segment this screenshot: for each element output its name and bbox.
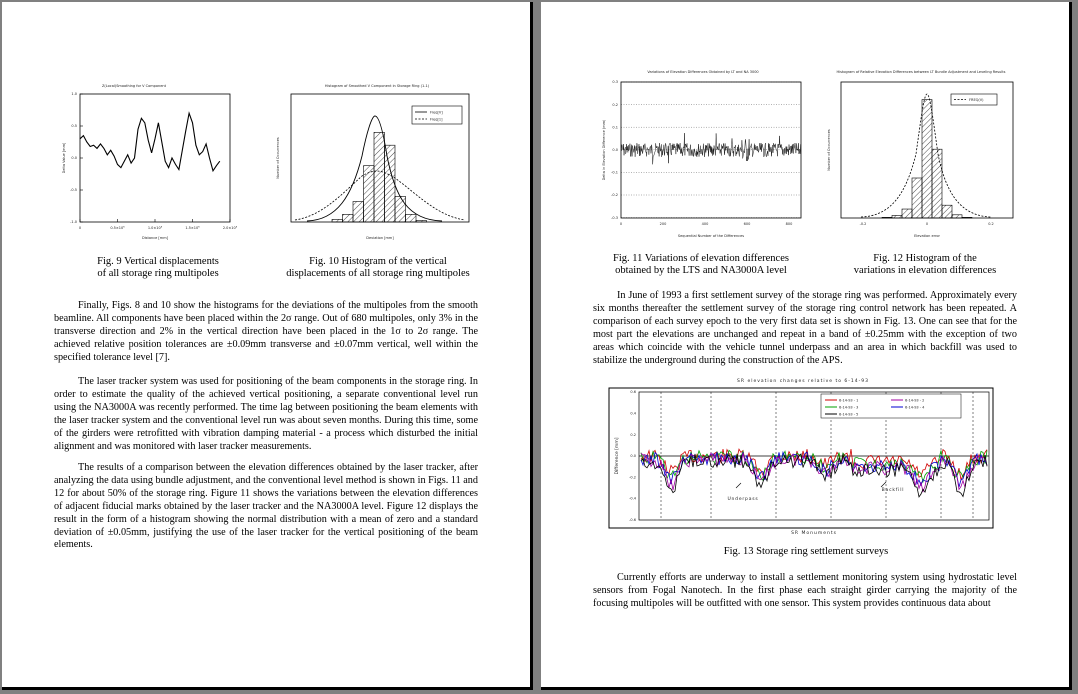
- fig9-title: Z(Local)Smoothing for V Component: [102, 84, 166, 88]
- fig12-xlabel: Elevation error: [914, 234, 940, 238]
- fig12-xtick-2: 0: [925, 222, 929, 226]
- fig9-xtick-label: 1.5×10⁵: [185, 226, 200, 230]
- fig9-caption-line2: of all storage ring multipoles: [97, 268, 219, 279]
- fig13-xlabel: SR Monuments: [791, 531, 837, 536]
- fig9-caption-line1: Fig. 9 Vertical displacements: [97, 256, 219, 267]
- fig12-legend-1: FREQ(V): [969, 98, 984, 102]
- fig13-legend-5: 6-14-93 - 5: [839, 412, 859, 417]
- left-paragraph-3: The results of a comparison between the elevation differences obtained by the laser tracker, after analyzing the data using bundle adjustment, and the conventional level method is shown in Figs. 11 and 12 for about 50% of the storage ring. Figure 11 shows the variations between the elevation differences of adjacent fiducial marks obtained by the laser tracker and the NA3000A level. Figure 12 displays the result in the form of a histogram showing the normal distribution with a mean of zero and a standard deviation of ±0.05mm, justifying the use of the laser tracker for the vertical positioning of the beam elements.: [54, 462, 478, 551]
- fig10-bar: [395, 196, 406, 222]
- fig11-xticks: [620, 222, 792, 226]
- fig11-ytick-label: 0.2: [612, 102, 618, 107]
- fig9-xtick-label: 2.0×10⁵: [222, 226, 238, 230]
- fig10-legend-2: Freq[1]: [430, 117, 443, 122]
- fig12-bar: [952, 215, 962, 218]
- fig13-caption: Fig. 13 Storage ring settlement surveys: [723, 546, 889, 557]
- fig11-ytick-label: -0.3: [611, 215, 618, 220]
- fig10-bar: [353, 202, 364, 222]
- fig11-xlabel: Sequential Number of the Differences: [677, 234, 745, 238]
- fig11-xtick-label: 200: [659, 222, 667, 226]
- fig10-bar: [374, 132, 385, 222]
- fig10-bar: [406, 214, 417, 222]
- fig12-xtick-3: 0.2: [988, 222, 994, 226]
- fig10-title: Histogram of Smoothed V Component in Storage Ring (1-1): [324, 84, 430, 88]
- fig11-yticks: [611, 80, 618, 220]
- fig13-ytick-label: 0.6: [630, 390, 636, 395]
- fig13-ytick-label: 0.4: [630, 411, 636, 416]
- figure-9-plot: [54, 76, 254, 244]
- fig11-ylabel: Delta in Elevation Difference (mm): [602, 119, 606, 181]
- fig11-ytick-label: 0.0: [612, 148, 618, 152]
- fig12-title: Histogram of Relative Elevation Differences between LT Bundle Adjustment and Leveling Results: [836, 70, 1006, 74]
- fig12-bar: [932, 149, 942, 218]
- fig12-caption-line2: variations in elevation differences: [853, 265, 997, 276]
- right-paragraph-1: In June of 1993 a first settlement survey of the storage ring was performed. Approximately every six months thereafter the settlement survey of the storage ring control network has been repeated. A comparison of each survey epoch to the very first data set is shown in Fig. 13. One can see that for the most part the elevations are unchanged and repeat in a band of ±0.25mm with the exception of two areas which coincide with the vehicle tunnel underpass and an area in which backfill was used to stabilize the underground during the construction of the APS.: [593, 290, 1017, 366]
- fig11-xtick-label: 400: [701, 222, 709, 226]
- fig12-xtick-1: -0.2: [859, 222, 867, 226]
- fig9-xlabel: Distance [mm]: [142, 236, 168, 240]
- fig10-bar: [343, 214, 354, 222]
- fig11-series-line: [621, 133, 801, 164]
- fig9-xtick-label: 0.5×10⁵: [110, 226, 125, 230]
- fig11-xtick-label: 600: [743, 222, 751, 226]
- fig11-caption-line2: obtained by the LTS and NA3000A level: [615, 265, 787, 276]
- fig11-caption-line1: Fig. 11 Variations of elevation differences: [613, 253, 789, 264]
- left-paragraph-1: Finally, Figs. 8 and 10 show the histograms for the deviations of the multipoles from the smooth beamline. All components have been placed within the 2σ range. Out of 680 multipoles, only 3% in the transverse direction and 2% in the vertical direction have been placed in the 1σ to 2σ range. The achieved relative position tolerances are ±0.09mm transverse and ±0.07mm vertical, well within the specified tolerance level [7].: [54, 300, 478, 363]
- fig12-bar: [962, 217, 972, 218]
- left-paragraph-2: The laser tracker system was used for positioning of the beam components in the storage ring. In order to estimate the quality of the achieved vertical positioning, a separate conventional level run using the NA3000A was recently performed. The time lag between positioning the beam elements with the laser tracker system and the conventional level run was about seven months. During this time, some of the girders were retrofitted with vibration damping material - a process which disturbed the initial alignment and was monitored with laser tracker measurements.: [54, 376, 478, 452]
- fig11-title: Variations of Elevation Differences Obtained by LT and NA 3000: [647, 70, 759, 74]
- fig11-caption: [601, 253, 801, 277]
- fig9-frame: [80, 94, 230, 222]
- figure-10-plot: [267, 76, 477, 244]
- fig10-bar: [332, 219, 343, 222]
- fig9-ylabel: Delta Value [mm]: [62, 142, 66, 174]
- fig10-ylabel: Number of Occurrences: [276, 137, 280, 179]
- figure-11-plot: [593, 64, 808, 244]
- fig13-ytick-label: -0.6: [629, 518, 636, 522]
- fig10-bar: [416, 220, 427, 222]
- fig9-series-line: [80, 113, 220, 171]
- fig10-bars: [332, 132, 427, 222]
- figure-12-plot: [821, 64, 1021, 244]
- fig11-xtick-label: 0: [619, 222, 623, 226]
- fig10-bar: [385, 145, 396, 222]
- fig9-ytick-label: -0.5: [70, 188, 77, 193]
- figure-13-plot: [601, 374, 1001, 538]
- fig12-bar: [922, 100, 932, 218]
- fig10-legend-1: Freq[V]: [430, 110, 443, 115]
- fig9-ytick-label: -1.0: [70, 220, 77, 225]
- fig13-ytick-label: 0.0: [630, 454, 636, 459]
- fig9-ytick-label: 1.0: [71, 92, 77, 97]
- fig12-bar: [902, 209, 912, 218]
- fig13-ytick-label: 0.2: [630, 432, 636, 437]
- fig13-ytick-label: -0.2: [629, 475, 636, 480]
- fig13-legend-2: 6-14-93 - 2: [905, 398, 925, 403]
- fig9-ytick-label: 0.5: [71, 124, 77, 129]
- fig13-title: SR elevation changes relative to 6-14-93: [737, 379, 869, 384]
- fig13-legend-3: 6-14-93 - 3: [839, 405, 859, 410]
- fig12-caption-line1: Fig. 12 Histogram of the: [873, 253, 977, 264]
- fig10-caption-line1: Fig. 10 Histogram of the vertical: [309, 256, 447, 267]
- left-page: [2, 2, 533, 690]
- fig11-xtick-label: 800: [785, 222, 793, 226]
- fig11-ytick-label: -0.1: [611, 170, 618, 175]
- fig9-ytick-label: 0.0: [71, 156, 77, 161]
- fig10-xlabel: Deviation [mm]: [366, 236, 394, 240]
- fig13-yticks: [629, 390, 637, 522]
- fig13-ytick-label: -0.4: [629, 496, 636, 501]
- fig13-annotation-underpass: Underpass: [727, 497, 759, 502]
- right-page: [541, 2, 1072, 690]
- fig13-annotation-backfill: Backfill: [881, 488, 905, 493]
- fig11-ytick-label: 0.3: [612, 80, 618, 85]
- fig13-legend-1: 6-14-93 - 1: [839, 398, 859, 403]
- fig9-caption: [58, 256, 258, 280]
- fig11-ytick-label: -0.2: [611, 193, 618, 198]
- fig9-xtick-label: 0: [78, 226, 82, 230]
- fig9-yticks: [70, 92, 83, 224]
- fig12-bar: [882, 217, 892, 218]
- right-paragraph-2: Currently efforts are underway to install a settlement monitoring system using hydrostatic level sensors from Fogal Nanotech. In the first phase each straight girder carrying the majority of the focusing multipoles will be outfitted with one sensor. This system provides continuous data about: [593, 572, 1017, 609]
- fig12-bar: [892, 215, 902, 218]
- fig12-caption: [835, 253, 1015, 277]
- fig12-ylabel: Number of Occurrences: [827, 129, 831, 171]
- fig9-xtick-label: 1.0×10⁵: [147, 226, 163, 230]
- fig13-legend-4: 6-14-93 - 4: [905, 405, 925, 410]
- fig10-caption: [270, 256, 486, 280]
- fig12-bar: [912, 178, 922, 218]
- fig12-bar: [942, 205, 952, 218]
- fig13-ylabel: Difference [mm]: [615, 437, 620, 475]
- fig10-caption-line2: displacements of all storage ring multipoles: [286, 268, 470, 279]
- fig9-xticks: [79, 219, 238, 230]
- fig11-ytick-label: 0.1: [612, 125, 618, 130]
